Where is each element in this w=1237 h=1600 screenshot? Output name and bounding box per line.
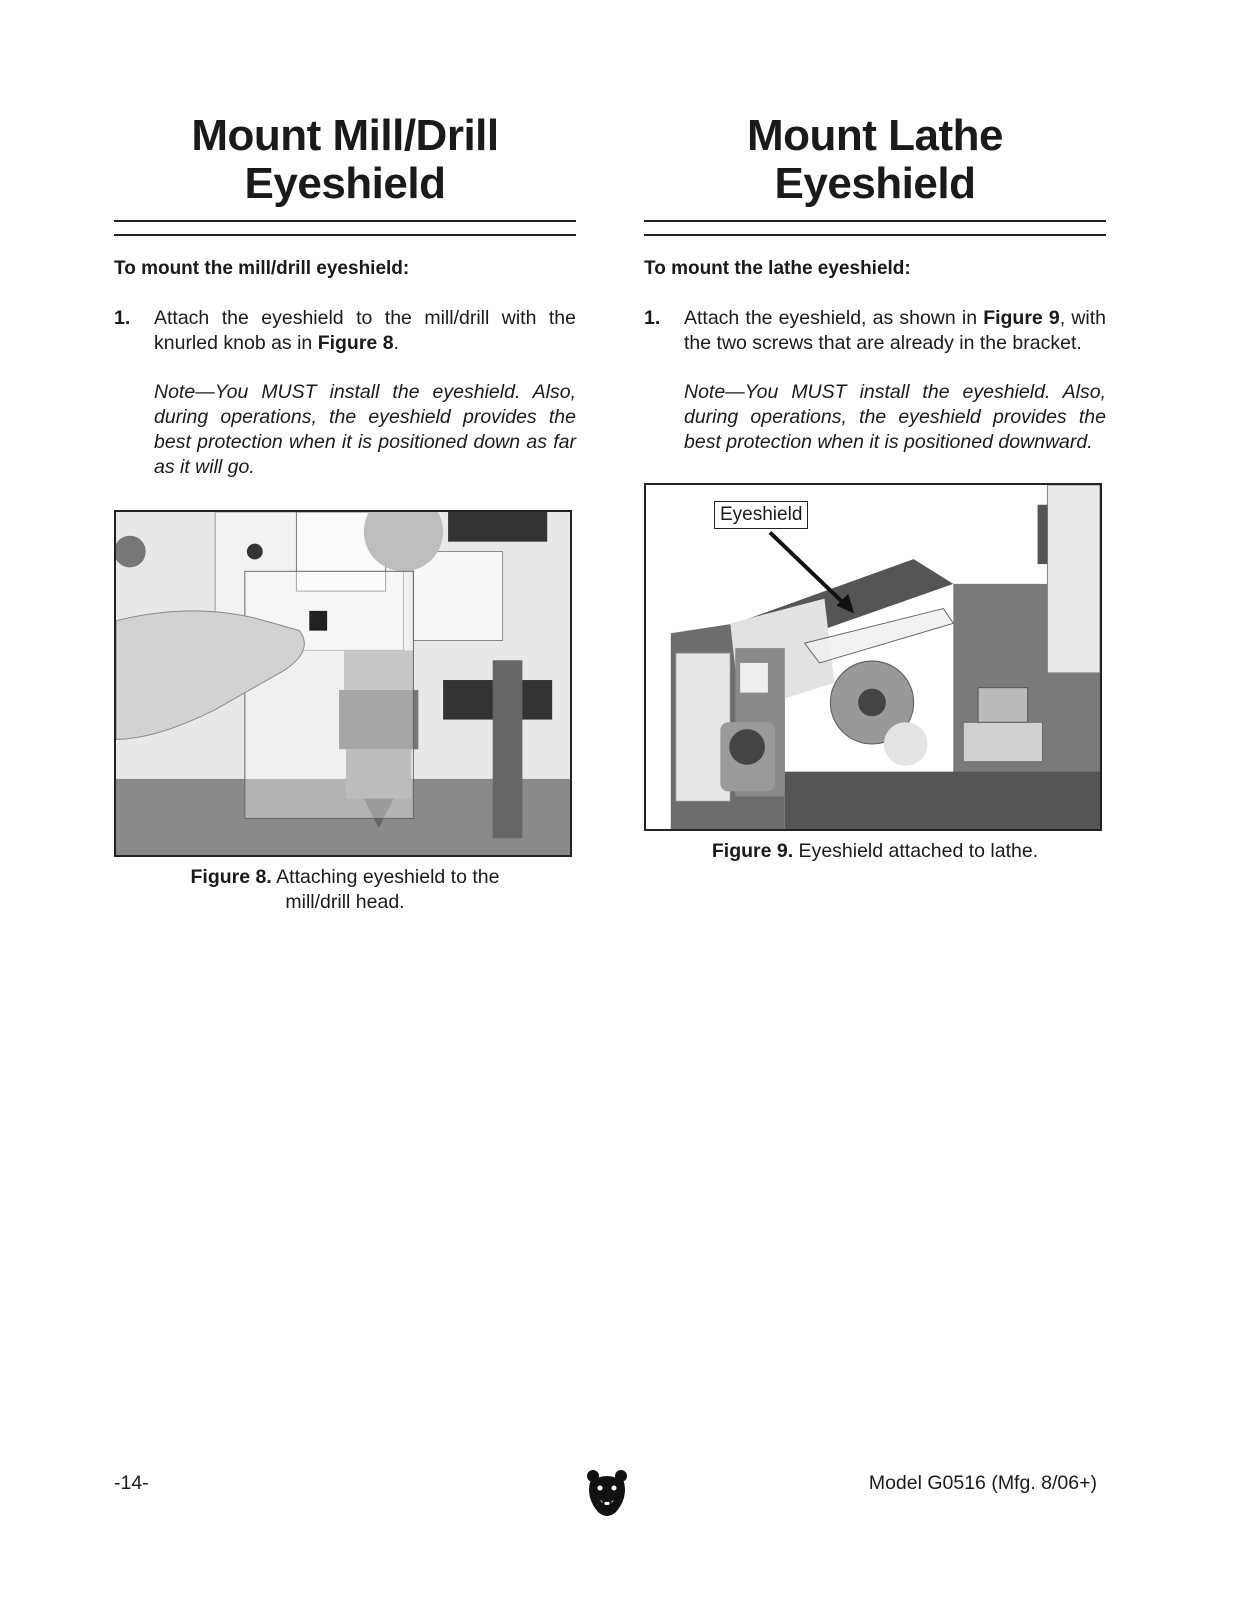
step-number: 1.	[114, 307, 131, 329]
step-body: Attach the eyeshield to the mill/drill with the knurled knob as in Figure 8. Note—You MUST install the eyeshield. Also, during operations, the eyeshield provides the best protection when it is positioned down as far as it will go.	[154, 307, 576, 478]
bear-head-icon	[586, 1468, 628, 1520]
step-number: 1.	[644, 307, 661, 329]
lathe-subhead: To mount the lathe eyeshield:	[644, 258, 911, 279]
mill-drill-step-1	[114, 306, 576, 480]
lathe-illustration	[646, 485, 1100, 829]
title-line-1: Mount Lathe	[746, 111, 1003, 160]
divider	[114, 220, 576, 222]
divider	[644, 220, 1106, 222]
mill-drill-title	[114, 112, 576, 208]
figure-reference: Figure 8	[317, 332, 394, 354]
title-line-2: Eyeshield	[244, 159, 446, 208]
model-info: Model G0516 (Mfg. 8/06+)	[868, 1472, 1097, 1494]
mill-drill-section	[114, 112, 576, 915]
lathe-note: Note—You MUST install the eyeshield. Also, during operations, the eyeshield provides the best protection when it is positioned downward.	[684, 381, 1106, 453]
figure-9-caption: Figure 9. Eyeshield attached to lathe.	[711, 840, 1039, 862]
mill-drill-subhead: To mount the mill/drill eyeshield:	[114, 258, 410, 279]
divider	[114, 234, 576, 236]
figure-reference: Figure 9	[983, 307, 1060, 329]
title-rules	[644, 220, 1106, 236]
page-number: -14-	[114, 1472, 149, 1494]
mill-drill-illustration	[116, 512, 570, 855]
title-rules	[114, 220, 576, 236]
lathe-title	[644, 112, 1106, 208]
title-line-1: Mount Mill/Drill	[191, 111, 499, 160]
lathe-step-1	[644, 306, 1106, 455]
figure-8-caption: Figure 8. Attaching eyeshield to the mill/drill head.	[190, 866, 500, 913]
step-body: Attach the eyeshield, as shown in Figure 9, with the two screws that are already in the bracket. Note—You MUST install the eyeshield. Also, during operations, the eyeshield provides the best protection when it is positioned downward.	[684, 307, 1107, 453]
figure-9-photo	[644, 483, 1102, 831]
divider	[644, 234, 1106, 236]
mill-drill-note: Note—You MUST install the eyeshield. Also, during operations, the eyeshield provides the best protection when it is positioned down as far as it will go.	[154, 381, 576, 478]
title-line-2: Eyeshield	[774, 159, 976, 208]
lathe-section	[644, 112, 1106, 864]
eyeshield-callout: Eyeshield	[714, 501, 808, 529]
figure-8-photo	[114, 510, 572, 857]
